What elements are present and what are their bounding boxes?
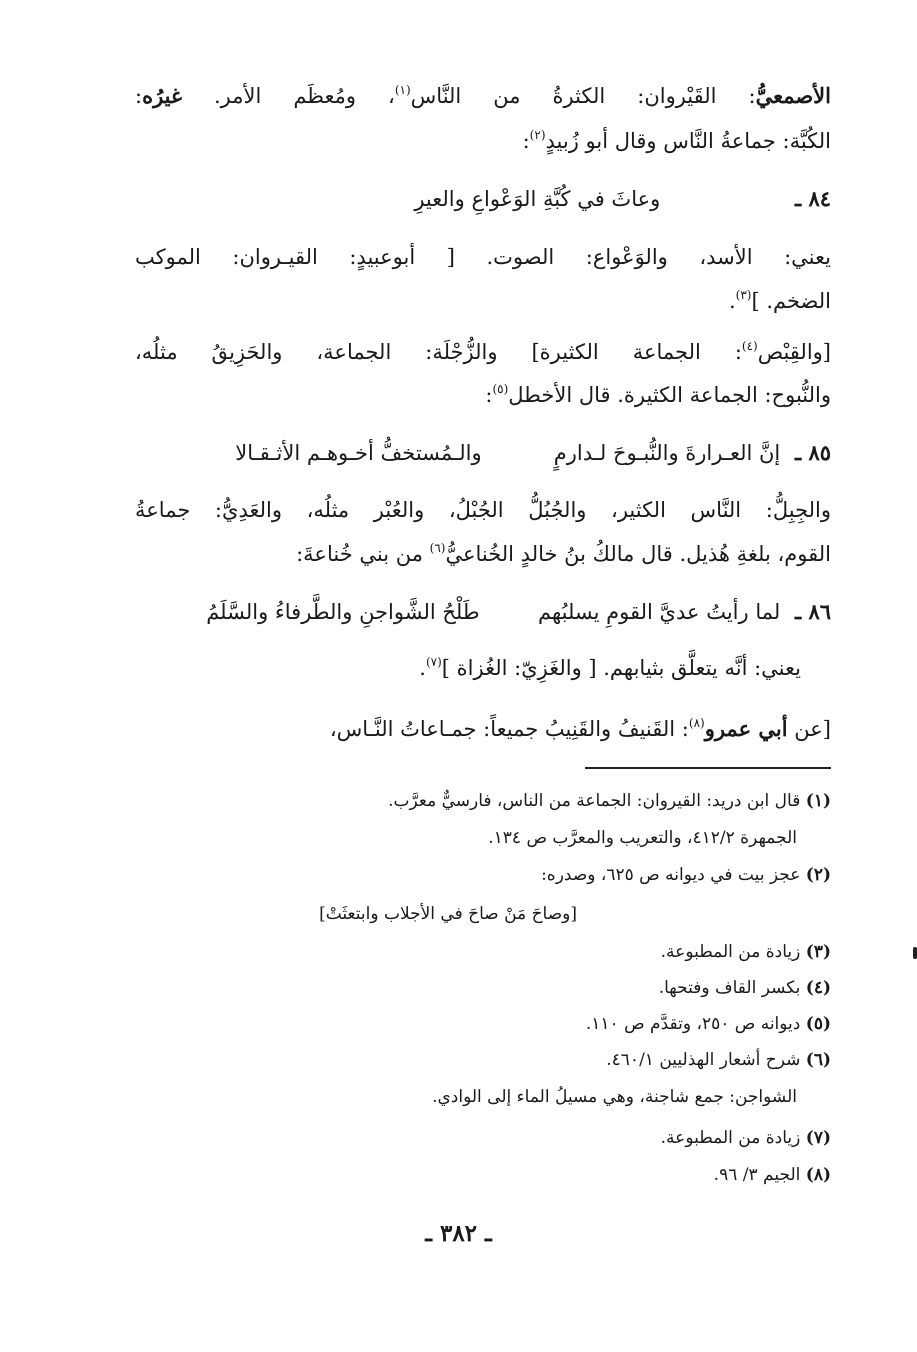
- body-line-8: [296, 537, 831, 571]
- footnote-1: [388, 786, 831, 816]
- verse-86: [206, 595, 831, 629]
- footnote-6: [606, 1045, 831, 1075]
- body-line-2: [523, 124, 831, 158]
- footnote-number: (٧): [805, 1128, 831, 1148]
- footnote-number: (٦): [805, 1050, 831, 1070]
- verse-number: ٨٦ ـ: [794, 599, 831, 624]
- body-line-7: والجِبِلُّ: النَّاس الكثير، والجُبُلُّ الجُبْلُ، والعُبْر مثلُه، والعَدِيُّ: جماعةُ: [135, 498, 831, 522]
- body-line-6: [485, 378, 831, 412]
- text-run: ، ومُعظَم الأمر.: [182, 84, 395, 108]
- text-run: :: [522, 129, 530, 153]
- verse-hemistich-2: طَلْحُ الشَّواجنِ والطَّرفاءُ والسَّلَمُ: [206, 600, 480, 624]
- text-run: الكُبَّة: جماعةُ النَّاس وقال أبو زُبيدٍ: [545, 129, 831, 153]
- footnote-number: (٨): [805, 1165, 831, 1185]
- text-run: .: [728, 289, 736, 313]
- footnote-ref: (٦): [429, 541, 446, 555]
- footnote-number: (١): [805, 791, 831, 811]
- body-line-10: [330, 712, 831, 746]
- scan-edge-mark: [913, 947, 917, 959]
- author-name: الأصمعيُّ: [755, 83, 831, 108]
- body-line-3: يعني: الأسد، والوَعْواع: الصوت. [ أبوعبيدٍ: القيـروان: الموكب: [135, 245, 831, 269]
- author-name: غيرُه: [142, 83, 182, 108]
- footnote-text: زيادة من المطبوعة.: [660, 1128, 801, 1148]
- footnote-ref: (١): [394, 83, 411, 97]
- footnote-ref: (٧): [425, 655, 442, 669]
- footnote-ref: (٢): [529, 128, 546, 142]
- verse-text: وعاثَ في كُبَّةِ الوَعْواعِ والعيرِ: [414, 187, 661, 211]
- footnote-ref: (٣): [735, 288, 752, 302]
- text-run: :: [485, 383, 493, 407]
- text-run: : الجماعة الكثيرة] والزُّجْلَة: الجماعة، والحَزِيقُ مثلُه،: [135, 340, 742, 364]
- text-run: والنُّبوح: الجماعة الكثيرة. قال الأخطل: [508, 383, 831, 407]
- body-line-4: [729, 284, 831, 318]
- footnote-text: الجيم ٣/ ٩٦.: [713, 1165, 801, 1185]
- body-line-5: [135, 335, 831, 369]
- footnote-text: قال ابن دريد: القيروان: الجماعة من الناس، فارسيٌّ معرَّب.: [388, 791, 801, 811]
- text-run: [والقِبْص: [757, 340, 831, 364]
- verse-number: ٨٥ ـ: [794, 440, 831, 465]
- footnote-8: [714, 1160, 831, 1190]
- footnote-number: (٥): [805, 1014, 831, 1034]
- text-run: [عن: [787, 717, 831, 741]
- body-line-1: [135, 79, 831, 113]
- body-line-9: [419, 651, 801, 685]
- text-run: القوم، بلغةِ هُذيل. قال مالكُ بنُ خالدٍ الخُناعيُّ: [445, 542, 831, 566]
- text-run: : القَنيفُ والقَنِيبُ جميعاً: جمـاعاتُ النَّـاس،: [329, 717, 689, 741]
- footnote-text: عجز بيت في ديوانه ص ٦٢٥، وصدره:: [541, 865, 801, 885]
- footnote-2: [541, 860, 831, 890]
- footnote-number: (٢): [805, 865, 831, 885]
- footnote-7: [661, 1123, 831, 1153]
- author-name: أبي عمرو: [704, 716, 788, 741]
- page-number: ـ ٣٨٢ ـ: [425, 1220, 492, 1247]
- text-run: يعني: أنَّه يتعلَّق بثيابهم. [ والغَزِيّ: الغُزاة ]: [441, 656, 801, 680]
- verse-85: [235, 436, 831, 470]
- verse-hemistich-1: لما رأيتُ عديَّ القومِ يسلبُهم: [537, 600, 781, 624]
- footnote-3: [661, 937, 831, 967]
- verse-hemistich-1: إنَّ العـرارةَ والنُّبـوحَ لـدارمٍ: [553, 441, 781, 465]
- text-run: من بني خُناعةَ:: [296, 542, 430, 566]
- footnote-ref: (٨): [688, 716, 705, 730]
- footnote-2-verse: [وصاحَ مَنْ صاحَ في الأجلاب وابتعثَتْ]: [319, 904, 577, 924]
- footnote-number: (٣): [805, 942, 831, 962]
- footnote-text: ديوانه ص ٢٥٠، وتقدَّم ص ١١٠.: [585, 1014, 801, 1034]
- footnote-ref: (٥): [492, 382, 509, 396]
- verse-number: ٨٤ ـ: [794, 186, 831, 211]
- footnote-text: بكسر القاف وفتحها.: [658, 978, 801, 998]
- text-run: الضخم. ]: [751, 289, 831, 313]
- footnote-separator: [585, 767, 831, 769]
- footnote-6-cont: الشواجن: جمع شاجنة، وهي مسيلُ الماء إلى الوادي.: [432, 1087, 797, 1107]
- text-run: .: [419, 656, 426, 680]
- text-run: :: [135, 84, 143, 108]
- footnote-number: (٤): [805, 978, 831, 998]
- verse-84: [414, 182, 831, 216]
- footnote-text: زيادة من المطبوعة.: [660, 942, 801, 962]
- footnote-text: شرح أشعار الهذليين ٤٦٠/١.: [606, 1050, 801, 1070]
- text-run: : القَيْروان: الكثرةُ من النَّاس: [410, 84, 756, 108]
- footnote-ref: (٤): [741, 339, 758, 353]
- footnote-5: [586, 1009, 831, 1039]
- footnote-1-cont: الجمهرة ٤١٢/٢، والتعريب والمعرَّب ص ١٣٤.: [488, 828, 797, 848]
- verse-hemistich-2: والـمُستخفُّ أخـوهـم الأثـقـالا: [235, 441, 482, 465]
- footnote-4: [659, 973, 831, 1003]
